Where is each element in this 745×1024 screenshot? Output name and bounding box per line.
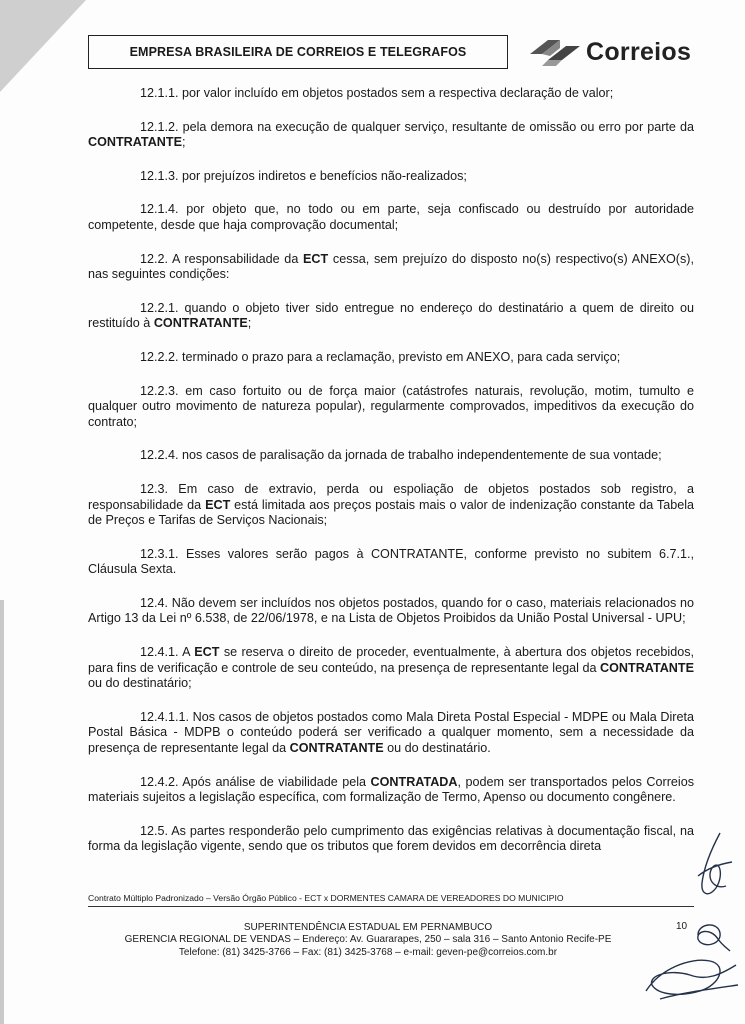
clause-text: 12.4.2. Após análise de viabilidade pela	[140, 774, 371, 789]
bold-term: ECT	[194, 645, 220, 660]
bold-term: CONTRATADA	[370, 774, 458, 789]
document-body	[88, 86, 694, 855]
footer-contact: Telefone: (81) 3425-3766 – Fax: (81) 3425-3768 – e-mail: geven-pe@correios.com.br	[178, 946, 558, 958]
clause-12-3-1	[88, 547, 694, 578]
bold-term: CONTRATANTE	[600, 660, 694, 675]
clause-12-5	[88, 824, 694, 855]
paragraph-gap	[88, 102, 694, 120]
paragraph-gap	[88, 757, 694, 775]
bold-term: ECT	[205, 497, 231, 512]
clause-text: 12.1.2. pela demora na execução de qualquer serviço, resultante de omissão ou erro por parte da	[140, 119, 694, 134]
bold-term: CONTRATANTE	[153, 316, 248, 331]
paragraph-gap	[88, 332, 694, 350]
paragraph-gap	[88, 578, 694, 596]
clause-12-2-2	[88, 350, 694, 366]
scan-edge	[0, 600, 4, 1024]
clause-text: 12.2.3. em caso fortuito ou de força maior (catástrofes naturais, revolução, motim, tumulto e qualquer outro movimento de natureza popular), regularmente comprovados, impeditivos da execução do contrato;	[88, 383, 694, 429]
clause-12-1-4	[88, 202, 694, 233]
paragraph-gap	[88, 806, 694, 824]
signature-initial-1	[690, 828, 740, 908]
clause-12-2-1	[88, 301, 694, 332]
clause-text: ;	[247, 316, 252, 331]
clause-text: 12.2. A responsabilidade da	[140, 251, 304, 266]
bold-term: CONTRATANTE	[289, 741, 384, 756]
clause-12-4-1	[88, 645, 694, 692]
bold-term: CONTRATANTE	[88, 135, 182, 150]
clause-text: ou do destinatário.	[383, 741, 491, 756]
header-box	[88, 35, 508, 69]
clause-text: 12.1.3. por prejuízos indiretos e benefícios não-realizados;	[140, 168, 467, 183]
clause-12-4-2	[88, 775, 694, 806]
clause-text: 12.4.1.1. Nos casos de objetos postados como Mala Direta Postal Especial - MDPE ou Mala Direta Postal Básica - MDPB o conteúdo poderá ser verificado a qualquer momento, sem a necessidade da presença de representante legal da	[88, 709, 694, 756]
clause-text: cessa, sem prejuízo do disposto no(s) respectivo(s) ANEXO(s), nas seguintes condições:	[88, 251, 694, 282]
clause-text: se reserva o direito de proceder, eventualmente, à abertura dos objetos recebidos, para fins de verificação e controle de seu conteúdo, na presença de representante legal da	[88, 645, 694, 675]
clause-12-1-2	[88, 120, 694, 151]
page-number: 10	[676, 921, 688, 932]
footer-superintendencia: SUPERINTENDÊNCIA ESTADUAL EM PERNAMBUCO	[243, 922, 493, 933]
clause-12-3	[88, 482, 694, 529]
company-name: EMPRESA BRASILEIRA DE CORREIOS E TELEGRAFOS	[129, 45, 467, 59]
clause-12-2-3	[88, 384, 694, 431]
paragraph-gap	[88, 366, 694, 384]
clause-text: 12.1.1. por valor incluído em objetos postados sem a respectiva declaração de valor;	[140, 86, 614, 100]
signature-main	[640, 945, 744, 1011]
address-footer	[88, 922, 648, 959]
clause-text: 12.1.4. por objeto que, no todo ou em parte, seja confiscado ou destruído por autoridade competente, desde que haja comprovação documental;	[88, 202, 694, 232]
clause-12-1-3	[88, 169, 694, 185]
paragraph-gap	[88, 627, 694, 645]
clause-text: 12.2.2. terminado o prazo para a reclamação, previsto em ANEXO, para cada serviço;	[140, 349, 621, 364]
clause-text: 12.4. Não devem ser incluídos nos objetos postados, quando for o caso, materiais relacionados no Artigo 13 da Lei nº 6.538, de 22/06/1978, e na Lista de Objetos Proibidos da União Postal Universal - UPU;	[88, 595, 694, 626]
clause-12-4-1-1	[88, 710, 694, 757]
paragraph-gap	[88, 430, 694, 448]
paragraph-gap	[88, 464, 694, 482]
bold-term: ECT	[303, 251, 329, 266]
clause-text: 12.3. Em caso de extravio, perda ou espoliação de objetos postados sob registro, a responsabilidade da	[88, 481, 694, 512]
clause-text: 12.2.1. quando o objeto tiver sido entregue no endereço do destinatário a quem de direito ou restituído à	[88, 300, 694, 331]
clause-12-2	[88, 252, 694, 283]
contract-footer-line: Contrato Múltiplo Padronizado – Versão Órgão Público - ECT x DORMENTES CAMARA DE VEREADORES DO MUNICIPIO	[88, 893, 694, 907]
clause-text: 12.3.1. Esses valores serão pagos à CONTRATANTE, conforme previsto no subitem 6.7.1., Cláusula Sexta.	[88, 546, 694, 577]
footer-address: GERENCIA REGIONAL DE VENDAS – Endereço: Av. Guararapes, 250 – sala 316 – Santo Antonio Recife-PE	[124, 934, 612, 946]
clause-text: 12.2.4. nos casos de paralisação da jornada de trabalho independentemente de sua vontade;	[140, 448, 662, 463]
paragraph-gap	[88, 184, 694, 202]
clause-text: ou do destinatário;	[88, 676, 192, 691]
clause-text: , podem ser transportados pelos Correios materiais sujeitos a legislação específica, com formalização de Termo, Apenso ou documento congênere.	[88, 774, 694, 805]
correios-arrow-icon	[528, 32, 582, 72]
paragraph-gap	[88, 283, 694, 301]
clause-12-4	[88, 596, 694, 627]
paragraph-gap	[88, 151, 694, 169]
clause-text: está limitada aos preços postais mais o valor de indenização constante da Tabela de Preços e Tarifas de Serviços Nacionais;	[88, 497, 695, 528]
scan-shadow	[0, 0, 86, 92]
logo-text: Correios	[586, 37, 692, 66]
clause-12-1-1	[88, 86, 694, 102]
correios-logo	[528, 30, 698, 74]
clause-text: 12.5. As partes responderão pelo cumprimento das exigências relativas à documentação fiscal, na forma da legislação vigente, sendo que os tributos que forem devidos em decorrência direta	[88, 823, 694, 854]
paragraph-gap	[88, 692, 694, 710]
clause-12-2-4	[88, 448, 694, 464]
paragraph-gap	[88, 234, 694, 252]
clause-text: ;	[181, 135, 186, 150]
paragraph-gap	[88, 529, 694, 547]
clause-text: 12.4.1. A	[140, 645, 195, 660]
